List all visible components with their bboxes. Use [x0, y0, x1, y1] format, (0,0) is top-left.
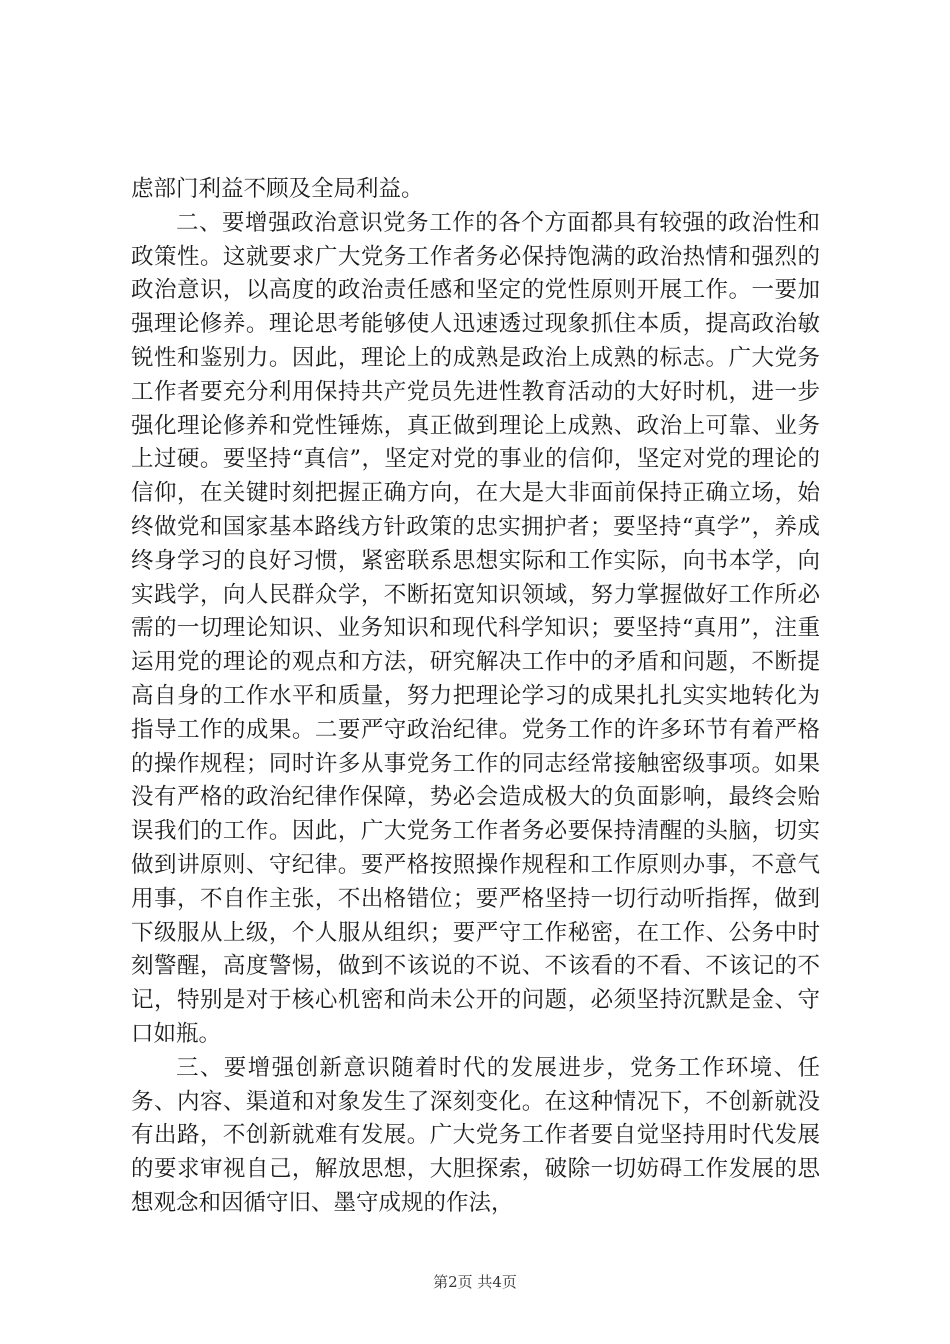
- page-footer: [0, 1271, 950, 1292]
- page-number: 第2页 共4页: [433, 1273, 517, 1291]
- paragraph-political-awareness: 二、要增强政治意识党务工作的各个方面都具有较强的政治性和政策性。这就要求广大党务工作者务必保持饱满的政治热情和强烈的政治意识，以高度的政治责任感和坚定的党性原则开展工作。一要加强理论修养。理论思考能够使人迅速透过现象抓住本质，提高政治敏锐性和鉴别力。因此，理论上的成熟是政治上成熟的标志。广大党务工作者要充分利用保持共产党员先进性教育活动的大好时机，进一步强化理论修养和党性锤炼，真正做到理论上成熟、政治上可靠、业务上过硬。要坚持“真信”，坚定对党的事业的信仰，坚定对党的理论的信仰，在关键时刻把握正确方向，在大是大非面前保持正确立场，始终做党和国家基本路线方针政策的忠实拥护者；要坚持“真学”，养成终身学习的良好习惯，紧密联系思想实际和工作实际，向书本学，向实践学，向人民群众学，不断拓宽知识领域，努力掌握做好工作所必需的一切理论知识、业务知识和现代科学知识；要坚持“真用”，注重运用党的理论的观点和方法，研究解决工作中的矛盾和问题，不断提高自身的工作水平和质量，努力把理论学习的成果扎扎实实地转化为指导工作的成果。二要严守政治纪律。党务工作的许多环节有着严格的操作规程；同时许多从事党务工作的同志经常接触密级事项。如果没有严格的政治纪律作保障，势必会造成极大的负面影响，最终会贻误我们的工作。因此，广大党务工作者务必要保持清醒的头脑，切实做到讲原则、守纪律。要严格按照操作规程和工作原则办事，不意气用事，不自作主张，不出格错位；要严格坚持一切行动听指挥，做到下级服从上级，个人服从组织；要严守工作秘密，在工作、公务中时刻警醒，高度警惕，做到不该说的不说、不该看的不看、不该记的不记，特别是对于核心机密和尚未公开的问题，必须坚持沉默是金、守口如瓶。: [131, 209, 820, 1047]
- paragraph-continuation: 虑部门利益不顾及全局利益。: [131, 176, 424, 202]
- paragraph-innovation-awareness: 三、要增强创新意识随着时代的发展进步，党务工作环境、任务、内容、渠道和对象发生了深刻变化。在这种情况下，不创新就没有出路，不创新就难有发展。广大党务工作者要自觉坚持用时代发展的要求审视自己，解放思想，大胆探索，破除一切妨碍工作发展的思想观念和因循守旧、墨守成规的作法，: [131, 1054, 820, 1216]
- document-body: [131, 173, 820, 1221]
